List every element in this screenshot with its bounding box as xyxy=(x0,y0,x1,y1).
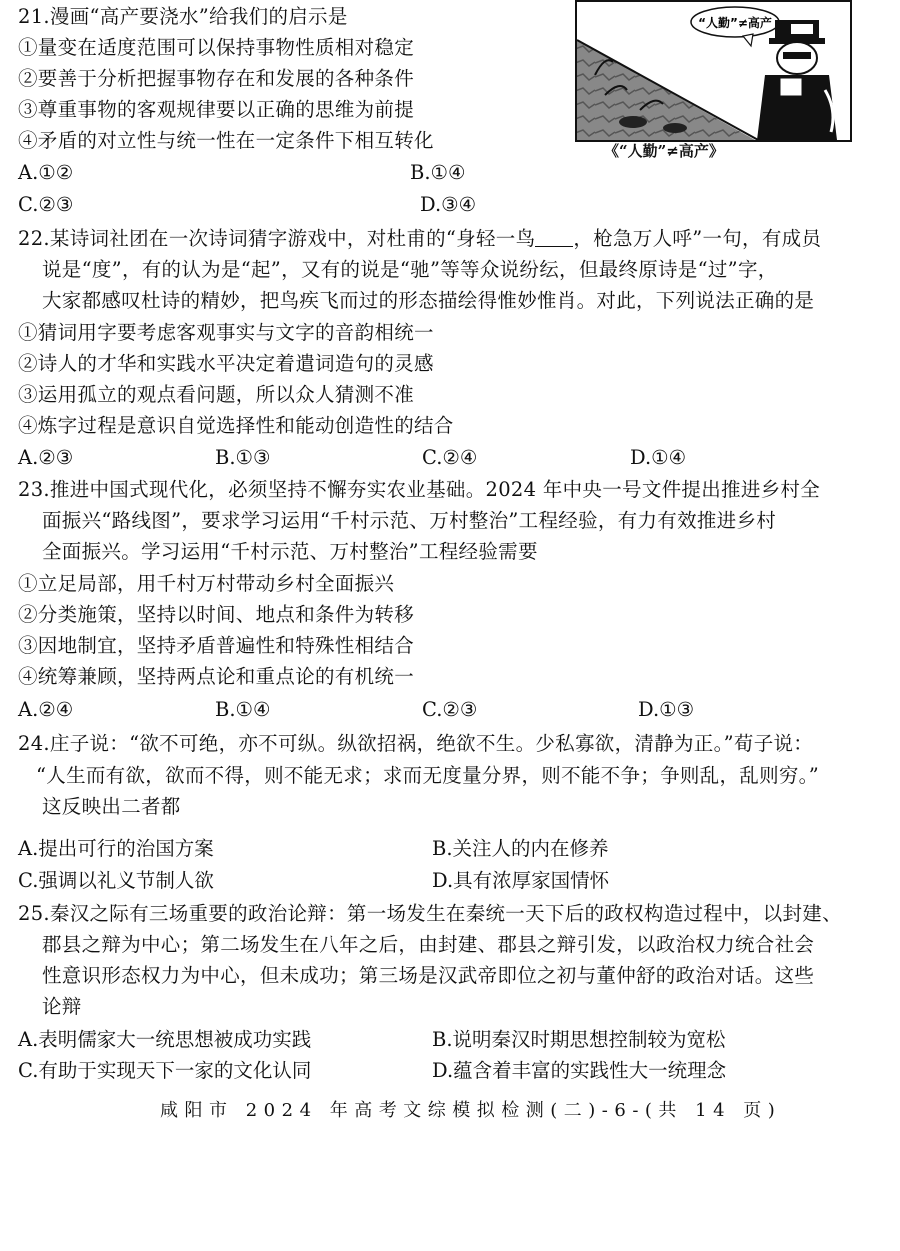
q22-stem-part-2: ，枪急万人呼”一句，有成员 xyxy=(573,227,822,250)
q23-item-2: ②分类施策，坚持以时间、地点和条件为转移 xyxy=(18,603,415,626)
cartoon-caption: 《“人勤”≠高产》 xyxy=(604,142,724,160)
q25-stem-line-3: 性意识形态权力为中心，但未成功；第三场是汉武帝即位之初与董仲舒的政治对话。这些 xyxy=(42,964,815,987)
q22-item-3: ③运用孤立的观点看问题，所以众人猜测不准 xyxy=(18,383,415,406)
q23-stem-line-2: 面振兴“路线图”，要求学习运用“千村示范、万村整治”工程经验，有力有效推进乡村 xyxy=(42,509,777,532)
q24-option-d: D.具有浓厚家国情怀 xyxy=(432,869,610,892)
q23-option-c: C.②③ xyxy=(422,698,478,721)
cartoon-bubble-text: “人勤”≠高产 xyxy=(698,16,772,30)
q21-option-d: D.③④ xyxy=(420,193,477,216)
q22-option-b: B.①③ xyxy=(215,446,271,469)
q24-stem-line-1: 24.庄子说：“欲不可绝，亦不可纵。纵欲招祸，绝欲不生。少私寡欲，清静为正。”荀子说： xyxy=(18,732,814,755)
q23-item-1: ①立足局部，用千村万村带动乡村全面振兴 xyxy=(18,572,395,595)
q22-stem-line-1 xyxy=(18,224,821,254)
q22-blank xyxy=(535,228,573,247)
q23-item-4: ④统筹兼顾，坚持两点论和重点论的有机统一 xyxy=(18,665,415,688)
q24-stem-line-3: 这反映出二者都 xyxy=(42,795,181,818)
q22-option-c: C.②④ xyxy=(422,446,478,469)
q22-stem-line-3: 大家都感叹杜诗的精妙，把鸟疾飞而过的形态描绘得惟妙惟肖。对此，下列说法正确的是 xyxy=(42,289,815,312)
q22-option-a: A.②③ xyxy=(18,446,74,469)
q22-item-1: ①猜词用字要考虑客观事实与文字的音韵相统一 xyxy=(18,321,434,344)
q25-stem-line-2: 郡县之辩为中心；第二场发生在八年之后，由封建、郡县之辩引发，以政治权力统合社会 xyxy=(42,933,815,956)
q21-option-c: C.②③ xyxy=(18,193,74,216)
q21-item-4: ④矛盾的对立性与统一性在一定条件下相互转化 xyxy=(18,129,434,152)
q25-stem-line-1: 25.秦汉之际有三场重要的政治论辩：第一场发生在秦统一天下后的政权构造过程中，以封建、 xyxy=(18,902,842,925)
q25-option-b: B.说明秦汉时期思想控制较为宽松 xyxy=(432,1028,726,1051)
q24-option-b: B.关注人的内在修养 xyxy=(432,837,609,860)
q21-item-3: ③尊重事物的客观规律要以正确的思维为前提 xyxy=(18,98,415,121)
q21-stem: 21.漫画“高产要浇水”给我们的启示是 xyxy=(18,5,348,28)
q25-option-a: A.表明儒家大一统思想被成功实践 xyxy=(18,1028,312,1051)
q21-item-1: ①量变在适度范围可以保持事物性质相对稳定 xyxy=(18,36,415,59)
q23-stem-line-3: 全面振兴。学习运用“千村示范、万村整治”工程经验需要 xyxy=(42,540,538,563)
q22-item-4: ④炼字过程是意识自觉选择性和能动创造性的结合 xyxy=(18,414,454,437)
q23-option-a: A.②④ xyxy=(18,698,74,721)
q21-option-b: B.①④ xyxy=(410,161,466,184)
q22-stem-line-2: 说是“度”，有的认为是“起”，又有的说是“驰”等等众说纷纭，但最终原诗是“过”字， xyxy=(42,258,778,281)
q25-option-c: C.有助于实现天下一家的文化认同 xyxy=(18,1059,312,1082)
q22-option-d: D.①④ xyxy=(630,446,687,469)
page-footer: 咸阳市 2024 年高考文综模拟检测(二)-6-(共 14 页) xyxy=(160,1100,782,1121)
q24-option-c: C.强调以礼义节制人欲 xyxy=(18,869,214,892)
q25-stem-line-4: 论辩 xyxy=(42,995,82,1018)
q21-item-2: ②要善于分析把握事物存在和发展的各种条件 xyxy=(18,67,415,90)
q23-option-b: B.①④ xyxy=(215,698,271,721)
q25-option-d: D.蕴含着丰富的实践性大一统理念 xyxy=(432,1059,727,1082)
q21-option-a: A.①② xyxy=(18,161,74,184)
q23-item-3: ③因地制宜，坚持矛盾普遍性和特殊性相结合 xyxy=(18,634,415,657)
q24-stem-line-2: “人生而有欲，欲而不得，则不能无求；求而无度量分界，则不能不争；争则乱，乱则穷。” xyxy=(36,764,819,787)
q22-stem-part-1: 22.某诗词社团在一次诗词猜字游戏中，对杜甫的“身轻一鸟 xyxy=(18,227,536,250)
q23-option-d: D.①③ xyxy=(638,698,695,721)
cartoon-image xyxy=(575,0,852,142)
q22-item-2: ②诗人的才华和实践水平决定着遣词造句的灵感 xyxy=(18,352,434,375)
q23-stem-line-1: 23.推进中国式现代化，必须坚持不懈夯实农业基础。2024 年中央一号文件提出推进乡村全 xyxy=(18,478,821,501)
q24-option-a: A.提出可行的治国方案 xyxy=(18,837,214,860)
